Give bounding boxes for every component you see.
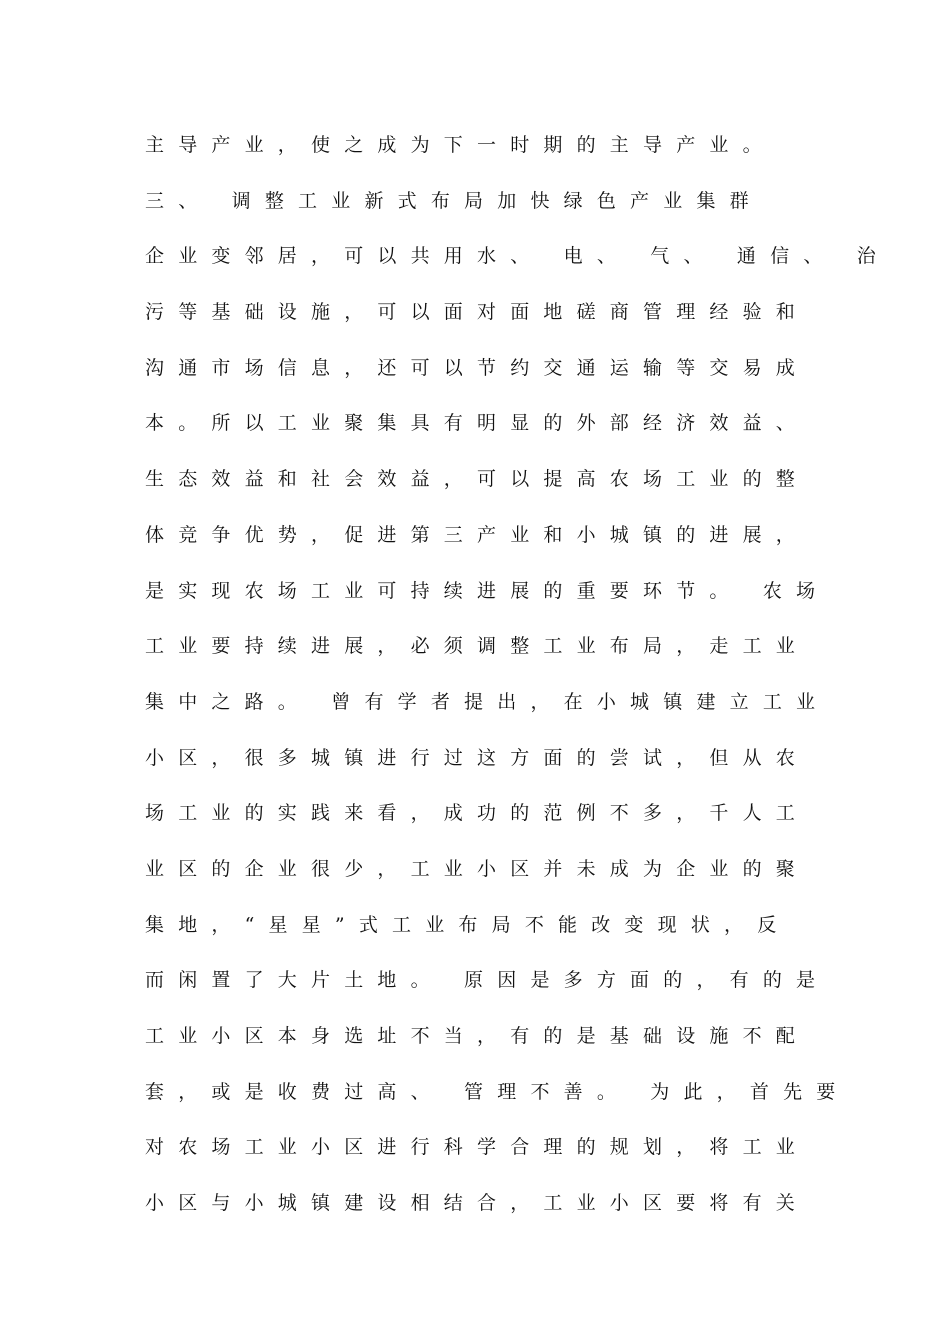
text-line: 体竞争优势，促进第三产业和小城镇的进展， bbox=[145, 523, 810, 546]
text-line: 污等基础设施，可以面对面地磋商管理经验和 bbox=[145, 301, 810, 324]
text-line: 小区，很多城镇进行过这方面的尝试，但从农 bbox=[145, 746, 810, 769]
text-line: 是实现农场工业可持续进展的重要环节。 农场 bbox=[145, 579, 830, 602]
text-line: 小区与小城镇建设相结合，工业小区要将有关 bbox=[145, 1192, 810, 1215]
text-line: 场工业的实践来看，成功的范例不多，千人工 bbox=[145, 802, 810, 825]
text-line: 集中之路。 曾有学者提出，在小城镇建立工业 bbox=[145, 690, 830, 713]
text-line: 而闲置了大片土地。 原因是多方面的，有的是 bbox=[145, 969, 830, 992]
text-line: 业区的企业很少，工业小区并未成为企业的聚 bbox=[145, 857, 810, 880]
text-line: 主导产业，使之成为下一时期的主导产业。 bbox=[145, 134, 776, 156]
text-line: 企业变邻居，可以共用水、 电、 气、 通信、 治 bbox=[145, 245, 890, 268]
text-line: 集地，“星星”式工业布局不能改变现状，反 bbox=[145, 913, 791, 936]
body-text bbox=[145, 127, 890, 1241]
text-line: 工业小区本身选址不当，有的是基础设施不配 bbox=[145, 1025, 810, 1047]
text-line: 本。所以工业聚集具有明显的外部经济效益、 bbox=[145, 412, 810, 435]
text-line: 生态效益和社会效益，可以提高农场工业的整 bbox=[145, 468, 810, 491]
section-heading: 三、 调整工业新式布局加快绿色产业集群 bbox=[145, 189, 763, 212]
text-line: 工业要持续进展，必须调整工业布局，走工业 bbox=[145, 635, 810, 658]
text-line: 沟通市场信息，还可以节约交通运输等交易成 bbox=[145, 356, 810, 379]
text-line: 套，或是收费过高、 管理不善。 为此，首先要 bbox=[145, 1080, 850, 1103]
text-line: 对农场工业小区进行科学合理的规划，将工业 bbox=[145, 1136, 810, 1159]
